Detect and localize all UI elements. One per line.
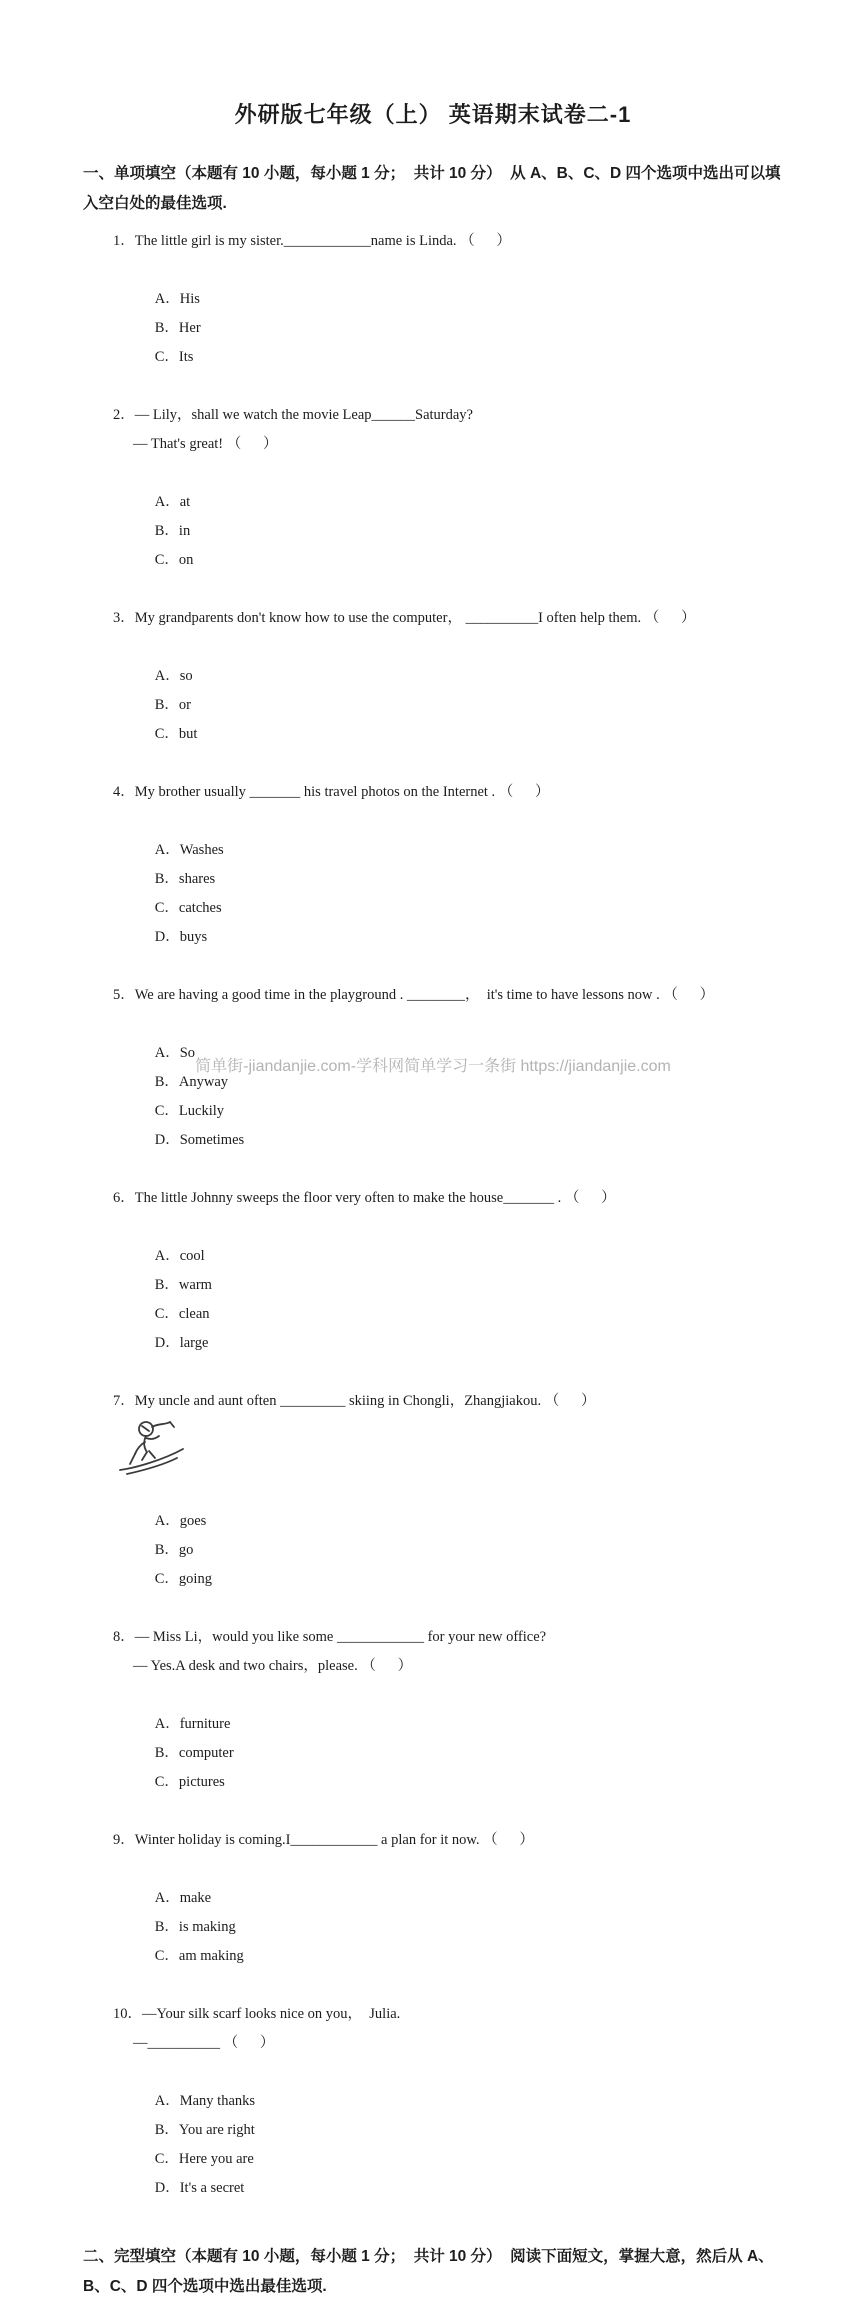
question-2 (113, 401, 806, 604)
question-4 (113, 778, 806, 981)
question-4-options (133, 807, 806, 981)
question-3-stem: 3．My grandparents don't know how to use the computer， __________I often help them. （ ） (113, 610, 696, 626)
question-10-stem-line2: —__________ （ ） (133, 2035, 275, 2051)
option-c: C．Here you are (154, 2151, 254, 2167)
question-10 (113, 2000, 806, 2232)
question-6 (113, 1184, 806, 1387)
question-9 (113, 1826, 806, 2000)
question-6-options (133, 1213, 806, 1387)
question-3 (113, 604, 806, 778)
question-2-stem: 2．— Lily，shall we watch the movie Leap______Saturday? (113, 407, 473, 423)
question-7-options (133, 1478, 806, 1623)
question-8-options (133, 1681, 806, 1826)
question-10-stem: 10．—Your silk scarf looks nice on you， Julia. (113, 2006, 401, 2022)
option-c: C．catches (154, 900, 222, 916)
option-a: A．goes (154, 1513, 207, 1529)
option-c: C．going (154, 1571, 212, 1587)
option-b: B．You are right (154, 2122, 255, 2138)
option-b: B．is making (154, 1919, 236, 1935)
question-2-options (133, 459, 806, 604)
question-2-stem-line2: — That's great! （ ） (133, 436, 278, 452)
question-5-options (133, 1010, 806, 1184)
question-1 (113, 227, 806, 401)
option-b: B．computer (154, 1745, 234, 1761)
option-a: A．furniture (154, 1716, 231, 1732)
option-b: B．shares (154, 871, 216, 887)
option-a: A．make (154, 1890, 212, 1906)
option-d: D．buys (154, 929, 208, 945)
option-c: C．Luckily (154, 1103, 225, 1119)
option-a: A．at (154, 494, 191, 510)
option-d: D．It's a secret (154, 2180, 245, 2196)
option-d: D．large (154, 1335, 209, 1351)
option-b: B．or (154, 697, 191, 713)
skier-illustration (115, 1416, 806, 1478)
question-8-stem-line2: — Yes.A desk and two chairs，please. （ ） (133, 1658, 413, 1674)
option-c: C．am making (154, 1948, 244, 1964)
question-9-stem: 9．Winter holiday is coming.I____________ a plan for it now. （ ） (113, 1832, 534, 1848)
option-b: B．in (154, 523, 191, 539)
question-3-options (133, 633, 806, 778)
option-b: B．warm (154, 1277, 212, 1293)
option-c: C．Its (154, 349, 194, 365)
option-b: B．Her (154, 320, 201, 336)
option-b: B．Anyway (154, 1074, 229, 1090)
question-7-stem: 7．My uncle and aunt often _________ skiing in Chongli，Zhangjiakou. （ ） (113, 1393, 596, 1409)
question-5 (113, 981, 806, 1184)
question-5-stem: 5．We are having a good time in the playground . ________， it's time to have lessons now . （ ） (113, 987, 715, 1003)
option-a: A．Many thanks (154, 2093, 256, 2109)
option-a: A．so (154, 668, 193, 684)
question-1-stem: 1．The little girl is my sister.____________name is Linda. （ ） (113, 233, 511, 249)
question-8-stem: 8．— Miss Li，would you like some ____________ for your new office? (113, 1629, 547, 1645)
option-a: A．His (154, 291, 200, 307)
option-c: C．clean (154, 1306, 210, 1322)
option-b: B．go (154, 1542, 194, 1558)
option-c: C．pictures (154, 1774, 225, 1790)
question-10-options (133, 2058, 806, 2232)
question-7 (113, 1387, 806, 1623)
question-4-stem: 4．My brother usually _______ his travel photos on the Internet . （ ） (113, 784, 550, 800)
option-c: C．but (154, 726, 198, 742)
option-a: A．So (154, 1045, 196, 1061)
watermark-footer: 简单街-jiandanjie.com-学科网简单学习一条街 https://jiandanjie.com (195, 1058, 671, 1075)
option-a: A．Washes (154, 842, 224, 858)
question-9-options (133, 1855, 806, 2000)
page-title: 外研版七年级（上） 英语期末试卷二-1 (234, 102, 632, 127)
section-two-heading: 二、完型填空（本题有 10 小题，每小题 1 分； 共计 10 分） 阅读下面短文，掌握大意，然后从 A、B、C、D 四个选项中选出最佳选项. (83, 2248, 774, 2295)
section-one-heading: 一、单项填空（本题有 10 小题，每小题 1 分； 共计 10 分） 从 A、B、C、D 四个选项中选出可以填入空白处的最佳选项. (83, 165, 781, 212)
option-a: A．cool (154, 1248, 205, 1264)
option-d: D．Sometimes (154, 1132, 245, 1148)
question-6-stem: 6．The little Johnny sweeps the floor very often to make the house_______ . （ ） (113, 1190, 616, 1206)
question-8 (113, 1623, 806, 1826)
option-c: C．on (154, 552, 194, 568)
question-1-options (133, 256, 806, 401)
